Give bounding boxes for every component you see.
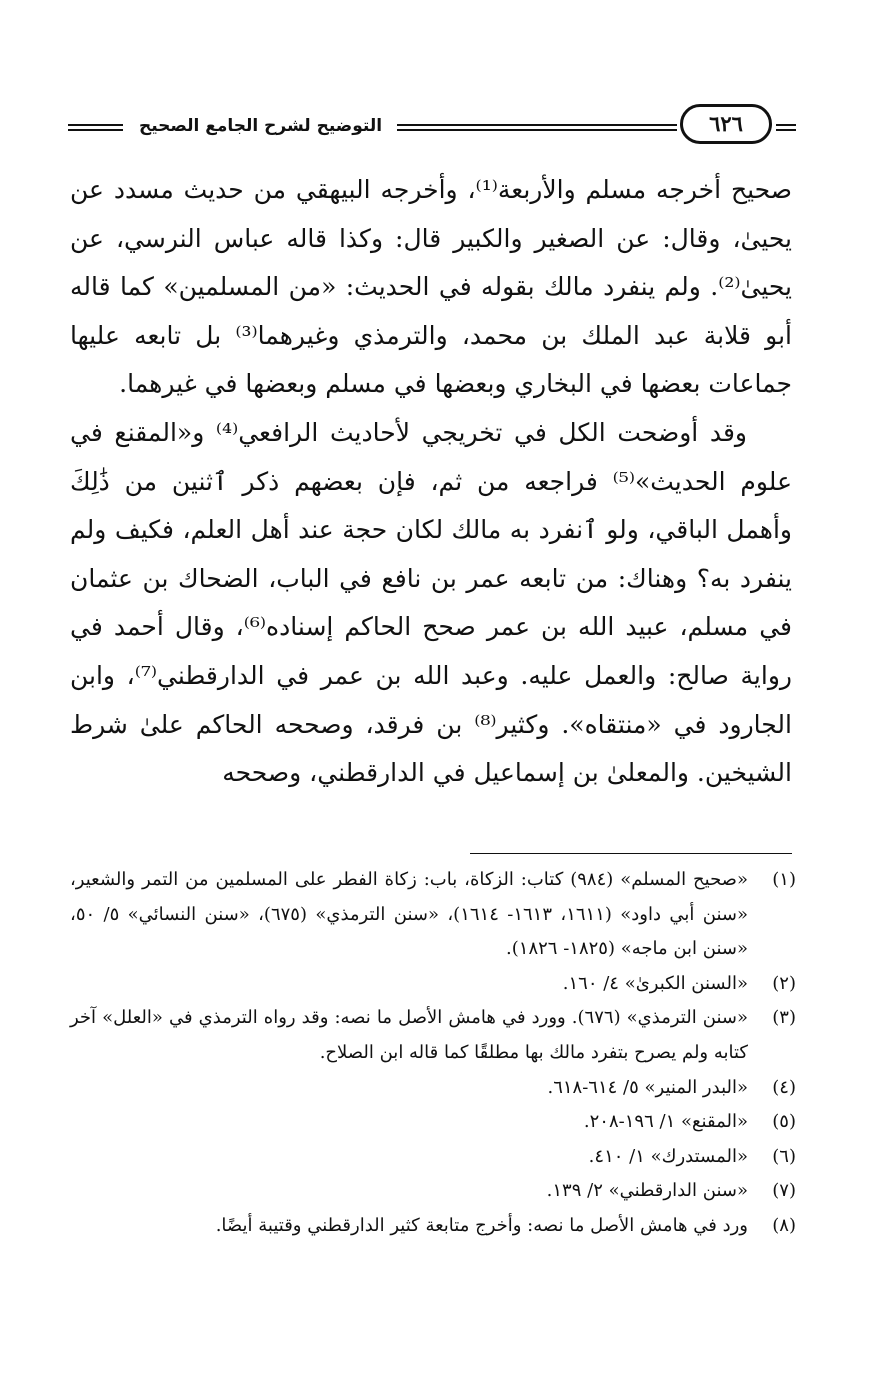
- footnote-number: (٦): [772, 1145, 796, 1167]
- footnote-2: [70, 967, 796, 1002]
- footnote-number: (٢): [772, 972, 796, 994]
- footnote-number: (٧): [772, 1180, 796, 1202]
- footnote-text: «البدر المنير» ٥/ ٦١٤-٦١٨.: [547, 1076, 748, 1098]
- footnote-text: «السنن الكبرىٰ» ٤/ ١٦٠.: [562, 972, 748, 994]
- footnote-text: «صحيح المسلم» (٩٨٤) كتاب: الزكاة، باب: زكاة الفطر على المسلمين من التمر والشعير، «سنن أبي داود» (١٦١١، ١٦١٣- ١٦١٤)، «سنن الترمذي» (٦٧٥)، «سنن النسائي» ٥/ ٥٠، «سنن ابن ماجه» (١٨٢٥- ١٨٢٦).: [70, 869, 748, 960]
- footnote-text: ورد في هامش الأصل ما نصه: وأخرج متابعة كثير الدارقطني وقتيبة أيضًا.: [215, 1214, 748, 1236]
- paragraph-1: صحيح أخرجه مسلم والأربعة⁽¹⁾، وأخرجه البيهقي من حديث مسدد عن يحيىٰ، وقال: عن الصغير والكبير قال: وكذا قاله عباس النرسي، عن يحيىٰ⁽²⁾. ولم ينفرد مالك بقوله في الحديث: «من المسلمين» كما قاله أبو قلابة عبد الملك بن محمد، والترمذي وغيرهما⁽³⁾ بل تابعه عليها جماعات بعضها في البخاري وبعضها في مسلم وبعضها في غيرهما.: [70, 175, 792, 399]
- page-number: ٦٢٦: [709, 111, 743, 136]
- footnote-number: (٤): [772, 1076, 796, 1098]
- footnote-4: [70, 1071, 796, 1106]
- footnote-6: [70, 1140, 796, 1175]
- footnote-number: (٥): [772, 1111, 796, 1133]
- footnote-text: «سنن الترمذي» (٦٧٦). وورد في هامش الأصل ما نصه: وقد رواه الترمذي في «العلل» آخر كتابه ولم يصرح بتفرد مالك بها مطلقًا كما قاله ابن الصلاح.: [70, 1007, 748, 1063]
- footnote-text: «المستدرك» ١/ ٤١٠.: [588, 1145, 748, 1167]
- footnote-number: (٣): [772, 1007, 796, 1029]
- footnote-1: [70, 863, 796, 967]
- footnote-3: [70, 1001, 796, 1070]
- footnote-separator: [470, 853, 792, 854]
- running-title: التوضيح لشرح الجامع الصحيح: [138, 116, 383, 136]
- footnote-7: [70, 1174, 796, 1209]
- main-text: [70, 166, 792, 798]
- footnote-text: «سنن الدارقطني» ٢/ ١٣٩.: [546, 1180, 748, 1202]
- header-rule-left: [68, 123, 123, 133]
- footnote-number: (١): [772, 869, 796, 890]
- header-rule-middle: [397, 123, 677, 133]
- page-header: [68, 100, 796, 156]
- footnote-text: «المقنع» ١/ ١٩٦-٢٠٨.: [583, 1111, 748, 1133]
- footnote-number: (٨): [772, 1214, 796, 1236]
- page-number-frame: [680, 104, 772, 144]
- footnote-8: [70, 1209, 796, 1244]
- footnotes: [70, 863, 796, 1244]
- footnote-5: [70, 1105, 796, 1140]
- header-rule-right: [776, 123, 796, 133]
- paragraph-2: وقد أوضحت الكل في تخريجي لأحاديث الرافعي⁽⁴⁾ و«المقنع في علوم الحديث»⁽⁵⁾ فراجعه من ثم، فإن بعضهم ذكر ٱثنين من ذَٰلِكَ وأهمل الباقي، ولو ٱنفرد به مالك لكان حجة عند أهل العلم، فكيف ولم ينفرد به؟ وهناك: من تابعه عمر بن نافع في الباب، الضحاك بن عثمان في مسلم، عبيد الله بن عمر صحح الحاكم إسناده⁽⁶⁾، وقال أحمد في رواية صالح: والعمل عليه. وعبد الله بن عمر في الدارقطني⁽⁷⁾، وابن الجارود في «منتقاه». وكثير⁽⁸⁾ بن فرقد، وصححه الحاكم علىٰ شرط الشيخين. والمعلىٰ بن إسماعيل في الدارقطني، وصححه: [70, 417, 792, 788]
